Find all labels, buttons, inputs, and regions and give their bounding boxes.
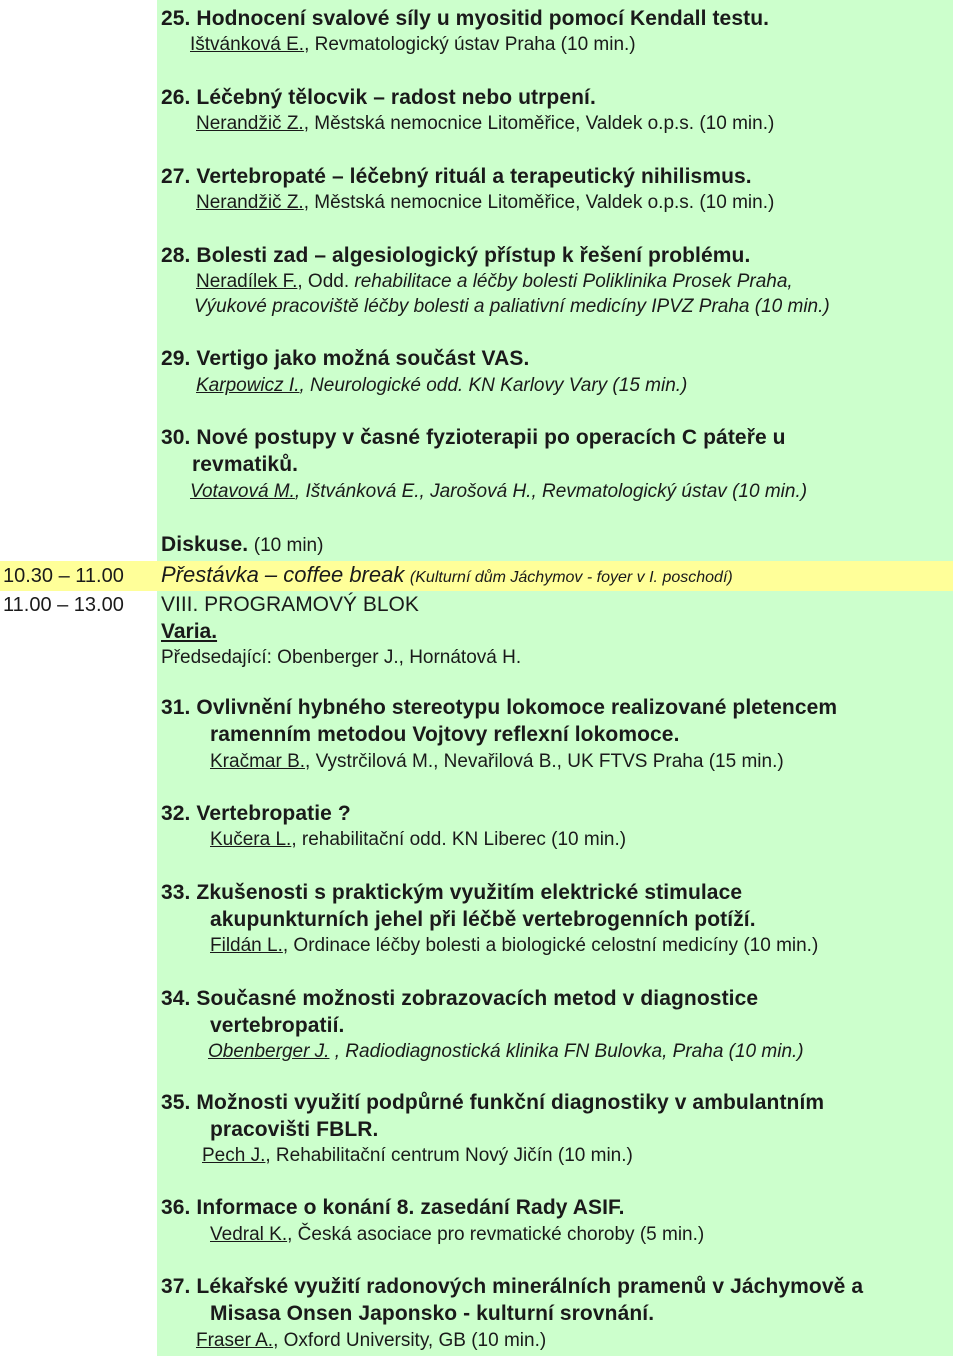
talk-32-affiliation: , rehabilitační odd. KN Liberec (10 min.) [291, 829, 627, 850]
talk-33-affiliation: , Ordinace léčby bolesti a biologické celostní medicíny (10 min.) [282, 935, 819, 956]
talk-33-title: 33. Zkušenosti s praktickým využitím elektrické stimulace [161, 881, 743, 904]
talk-32-title: 32. Vertebropatie ? [161, 802, 351, 825]
talk-33-author: Fildán L. [210, 935, 283, 956]
break-title: Přestávka – coffee break [161, 562, 405, 587]
discussion [161, 533, 323, 558]
talk-33-authors [210, 934, 818, 958]
break-time: 10.30 – 11.00 [3, 565, 124, 587]
talk-30-authors [190, 480, 807, 504]
talk-28-affiliation-a: , Odd. [297, 271, 350, 292]
talk-35-affiliation: , Rehabilitační centrum Nový Jičín (10 min.) [265, 1145, 633, 1166]
talk-25-author: Ištvánková E. [190, 34, 305, 55]
talk-32-authors [210, 828, 626, 852]
talk-25-authors [190, 33, 636, 57]
talk-26-author: Nerandžič Z. [196, 113, 304, 134]
talk-27-affiliation: , Městská nemocnice Litoměřice, Valdek o.p.s. (10 min.) [303, 192, 775, 213]
talk-26-authors [196, 112, 774, 136]
talk-34-author: Obenberger J. [208, 1041, 330, 1062]
block-time: 11.00 – 13.00 [3, 594, 124, 616]
talk-36-affiliation: , Česká asociace pro revmatické choroby (5 min.) [287, 1224, 705, 1245]
talk-31-authors [210, 750, 784, 774]
discussion-duration: (10 min) [253, 535, 324, 556]
break-row [161, 563, 733, 590]
talk-27-authors [196, 191, 774, 215]
talk-37-authors [196, 1329, 546, 1353]
talk-31-title-line2: ramenním metodou Vojtovy reflexní lokomoce. [210, 723, 680, 746]
talk-29-authors [196, 374, 687, 398]
talk-26-title: 26. Léčebný tělocvik – radost nebo utrpení. [161, 86, 596, 109]
talk-31-title: 31. Ovlivnění hybného stereotypu lokomoce realizované pletencem [161, 696, 838, 719]
talk-37-title-line2: Misasa Onsen Japonsko - kulturní srovnání. [210, 1302, 655, 1325]
talk-30-affiliation: , Ištvánková E., Jarošová H., Revmatologický ústav (10 min.) [294, 481, 808, 502]
talk-28-author: Neradílek F. [196, 271, 298, 292]
talk-35-authors [202, 1144, 633, 1168]
talk-27-title: 27. Vertebropaté – léčebný rituál a terapeutický nihilismus. [161, 165, 752, 188]
talk-28-title: 28. Bolesti zad – algesiologický přístup k řešení problému. [161, 244, 751, 267]
talk-37-affiliation: , Oxford University, GB (10 min.) [273, 1330, 547, 1351]
talk-35-author: Pech J. [202, 1145, 266, 1166]
talk-37-title: 37. Lékařské využití radonových minerálních pramenů v Jáchymově a [161, 1275, 864, 1298]
talk-33-title-line2: akupunkturních jehel při léčbě vertebrogenních potíží. [210, 908, 756, 931]
talk-30-author: Votavová M. [190, 481, 295, 502]
talk-31-affiliation: , Vystrčilová M., Nevařilová B., UK FTVS Praha (15 min.) [305, 751, 784, 772]
talk-29-title: 29. Vertigo jako možná součást VAS. [161, 347, 530, 370]
talk-30-title-line2: revmatiků. [192, 453, 299, 476]
block-chairs: Předsedající: Obenberger J., Hornátová H. [161, 647, 522, 668]
talk-34-title: 34. Současné možnosti zobrazovacích metod v diagnostice [161, 987, 759, 1010]
talk-26-affiliation: , Městská nemocnice Litoměřice, Valdek o.p.s. (10 min.) [303, 113, 775, 134]
talk-36-author: Vedral K. [210, 1224, 288, 1245]
talk-28-affiliation-b: rehabilitace a léčby bolesti Poliklinika Prosek Praha, [349, 271, 793, 292]
talk-34-authors [208, 1040, 804, 1064]
talk-37-author: Fraser A. [196, 1330, 274, 1351]
talk-31-author: Kračmar B. [210, 751, 306, 772]
block-theme: Varia. [161, 620, 218, 643]
talk-28-affiliation-line2: Výukové pracoviště léčby bolesti a paliativní medicíny IPVZ Praha (10 min.) [194, 296, 830, 317]
talk-28-authors [196, 270, 793, 294]
talk-30-title: 30. Nové postupy v časné fyzioterapii po operacích C páteře u [161, 426, 786, 449]
talk-32-author: Kučera L. [210, 829, 292, 850]
talk-29-author: Karpowicz I. [196, 375, 300, 396]
discussion-label: Diskuse. [161, 533, 249, 556]
talk-36-title: 36. Informace o konání 8. zasedání Rady ASIF. [161, 1196, 625, 1219]
block-name: VIII. PROGRAMOVÝ BLOK [161, 593, 419, 616]
talk-27-author: Nerandžič Z. [196, 192, 304, 213]
talk-36-authors [210, 1223, 704, 1247]
talk-25-title: 25. Hodnocení svalové síly u myositid pomocí Kendall testu. [161, 7, 770, 30]
talk-34-title-line2: vertebropatií. [210, 1014, 345, 1037]
talk-35-title-line2: pracovišti FBLR. [210, 1118, 379, 1141]
talk-34-affiliation: , Radiodiagnostická klinika FN Bulovka, Praha (10 min.) [329, 1041, 804, 1062]
break-location: (Kulturní dům Jáchymov - foyer v I. poschodí) [409, 569, 733, 586]
talk-29-affiliation: , Neurologické odd. KN Karlovy Vary (15 min.) [299, 375, 688, 396]
talk-35-title: 35. Možnosti využití podpůrné funkční diagnostiky v ambulantním [161, 1091, 825, 1114]
talk-25-affiliation: , Revmatologický ústav Praha (10 min.) [304, 34, 636, 55]
